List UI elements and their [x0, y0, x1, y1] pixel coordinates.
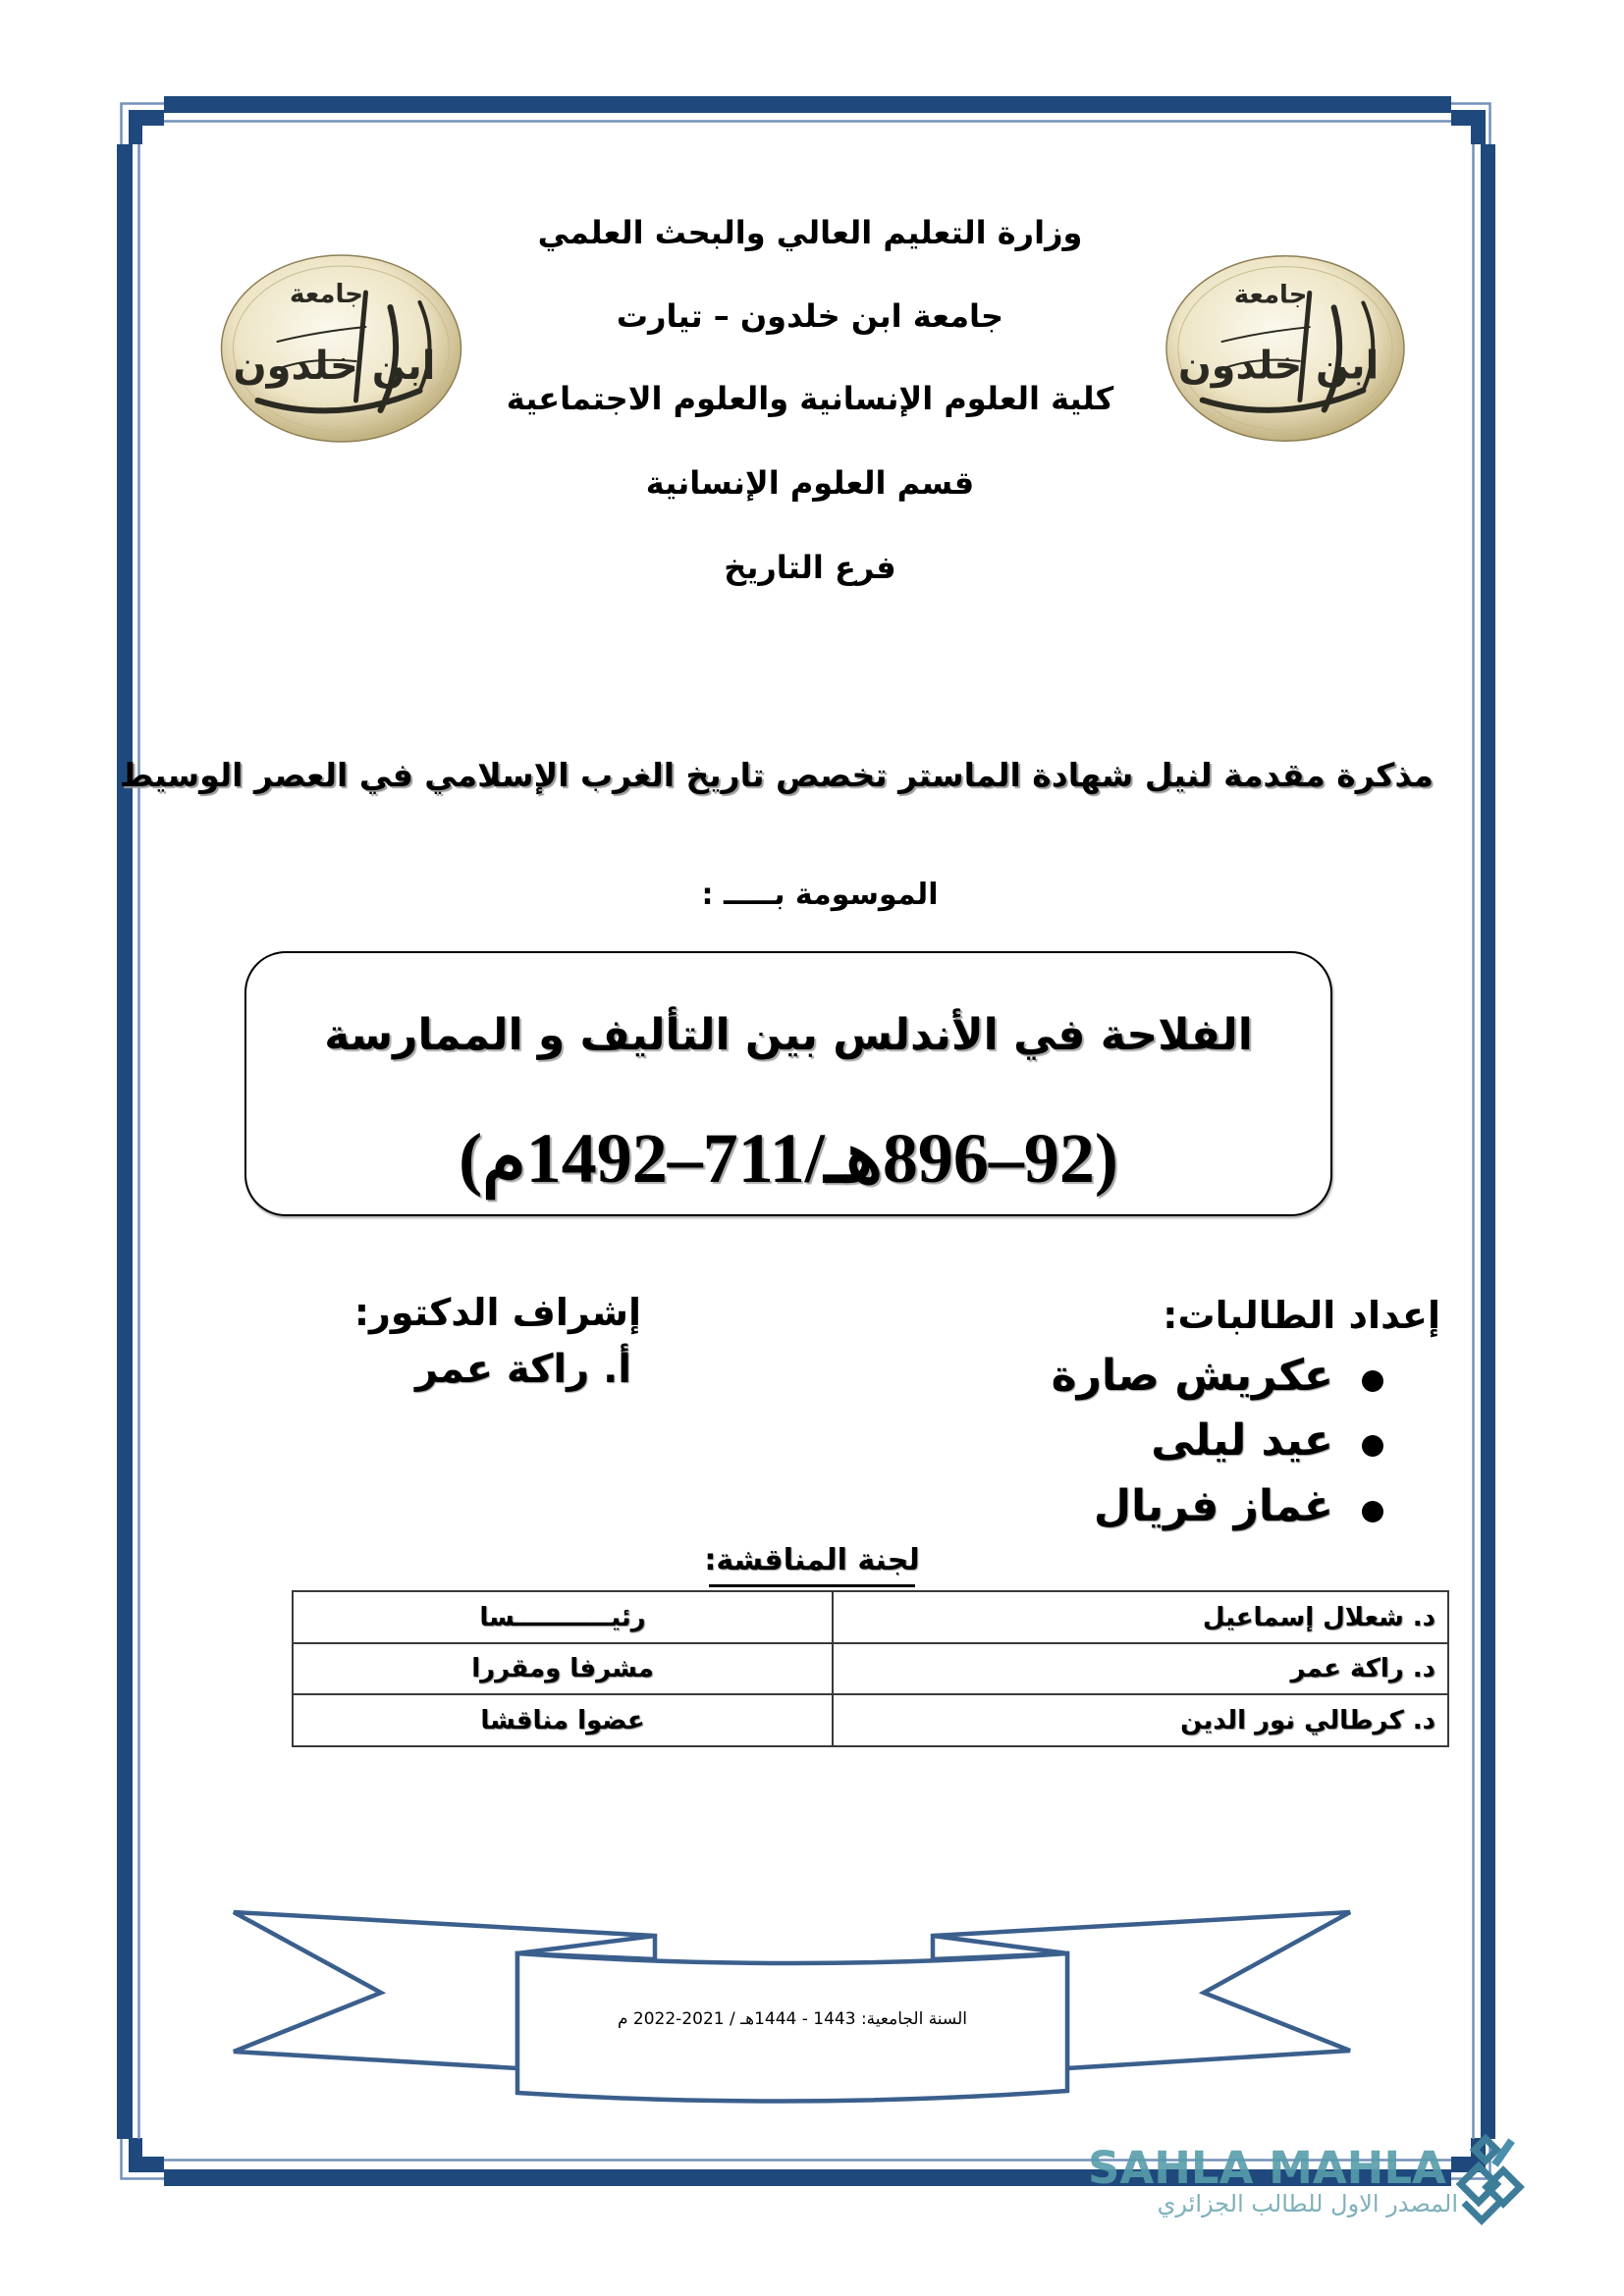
thesis-title: الفلاحة في الأندلس بين التأليف و الممارسة — [324, 1010, 1253, 1060]
frame-corner-top-right — [1451, 110, 1486, 144]
committee-heading: لجنة المناقشة: — [704, 1543, 920, 1577]
committee-heading-underline — [709, 1584, 915, 1587]
students-heading: إعداد الطالبات: — [1163, 1294, 1440, 1337]
table-row — [293, 1694, 1448, 1746]
table-row — [293, 1591, 1448, 1643]
logo-word-university: جامعة — [289, 280, 364, 309]
thesis-period: (92–896هـ/711–1492م) — [459, 1119, 1118, 1198]
frame-top-bar — [164, 96, 1451, 113]
watermark-tagline: المصدر الاول للطالب الجزائري — [1157, 2190, 1458, 2217]
committee-member-name: د. كرطالي نور الدين — [833, 1694, 1448, 1746]
committee-member-role: عضوا مناقشا — [293, 1694, 833, 1746]
student-name: عكريش صارة — [1051, 1351, 1333, 1401]
university-name: جامعة ابن خلدون – تيارت — [616, 297, 1004, 335]
committee-member-role: مشرفا ومقررا — [293, 1643, 833, 1694]
committee-member-name: د. راكة عمر — [833, 1643, 1448, 1694]
supervisor-heading: إشراف الدكتور: — [353, 1291, 641, 1334]
table-row — [293, 1643, 1448, 1694]
committee-member-name: د. شعلال إسماعيل — [833, 1591, 1448, 1643]
watermark-brand: SAHLA MAHLA — [1088, 2142, 1446, 2194]
committee-member-role: رئيـــــــــــسا — [293, 1591, 833, 1643]
supervisor-name: أ. راكة عمر — [414, 1347, 631, 1392]
titled-label: الموسومة بـــــ : — [701, 878, 939, 912]
frame-corner-bottom-left — [129, 2138, 164, 2172]
logo-word-ibn-khaldoun: ابن خلدون — [233, 344, 436, 389]
logo-word-ibn-khaldoun: ابن خلدون — [1177, 343, 1380, 389]
frame-left-bar — [117, 144, 133, 2139]
frame-corner-top-left — [129, 110, 164, 144]
department-name: قسم العلوم الإنسانية — [645, 464, 975, 502]
thesis-title-box — [244, 951, 1332, 1216]
committee-table — [292, 1590, 1449, 1747]
bullet-icon — [1362, 1435, 1383, 1457]
bullet-icon — [1362, 1501, 1383, 1522]
watermark-calligraphy-icon — [1456, 2132, 1530, 2225]
bullet-icon — [1362, 1370, 1383, 1392]
ministry-name: وزارة التعليم العالي والبحث العلمي — [537, 214, 1083, 251]
frame-right-bar — [1481, 144, 1495, 2139]
faculty-name: كلية العلوم الإنسانية والعلوم الاجتماعية — [506, 380, 1114, 417]
student-name: غماز فريال — [1093, 1481, 1333, 1531]
student-name: عيد ليلى — [1151, 1415, 1333, 1466]
branch-name: فرع التاريخ — [724, 549, 896, 586]
academic-year: السنة الجامعية: 1443 - 1444هـ / 2021-2022 م — [617, 2009, 968, 2029]
memo-description: مذكرة مقدمة لنيل شهادة الماستر تخصص تاريخ الغرب الإسلامي في العصر الوسيط — [119, 756, 1434, 794]
logo-word-university: جامعة — [1233, 280, 1308, 310]
